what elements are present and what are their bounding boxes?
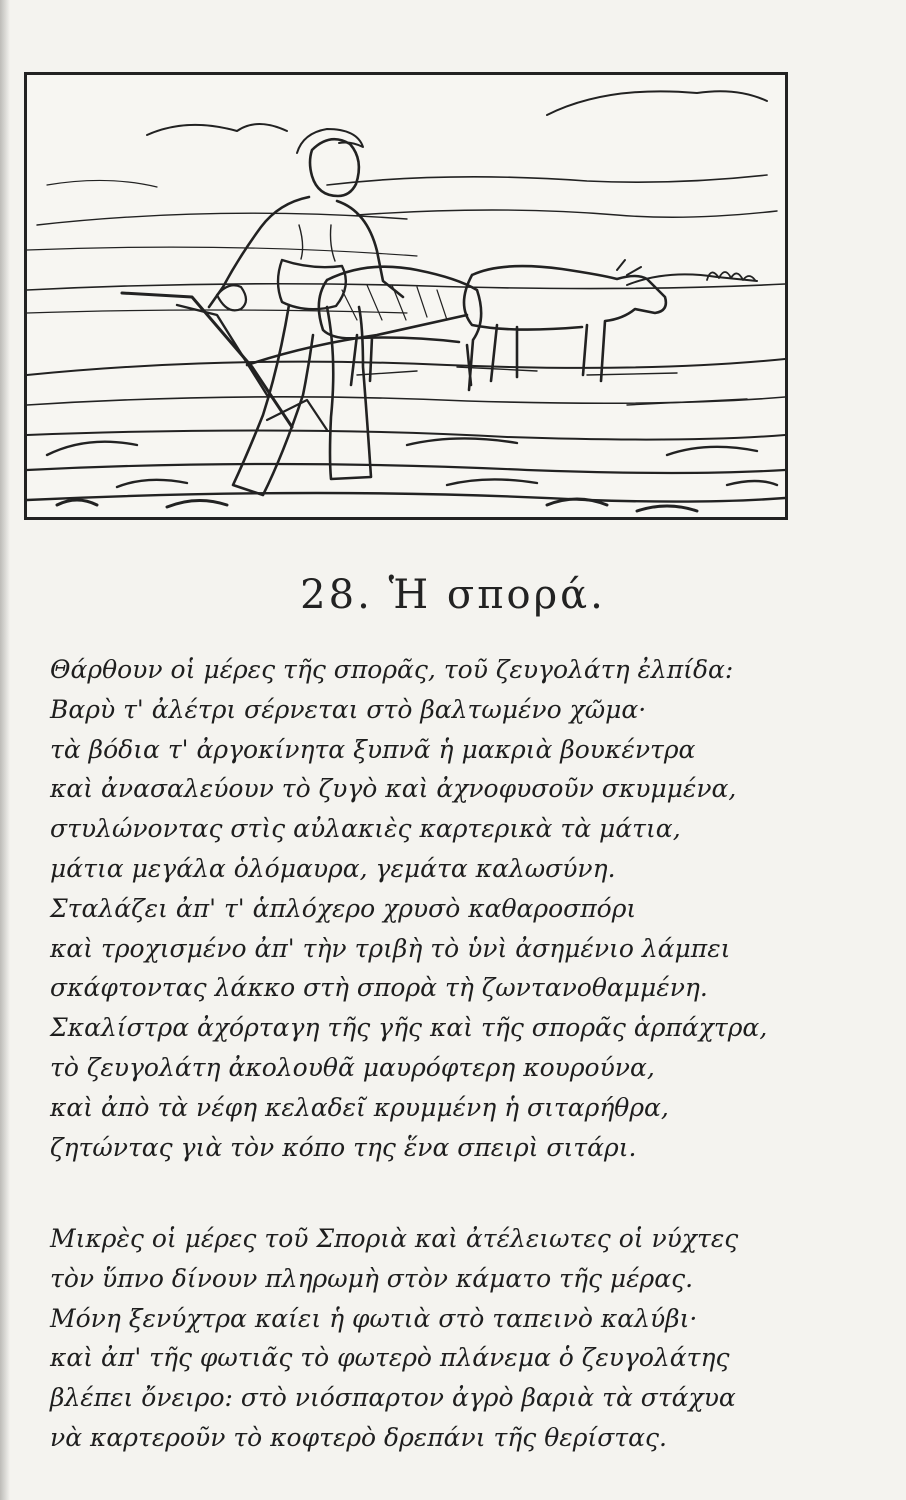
poem-line: νὰ καρτεροῦν τὸ κοφτερὸ δρεπάνι τῆς θερίστας. — [50, 1422, 667, 1452]
poem-line: Βαρὺ τ' ἀλέτρι σέρνεται στὸ βαλτωμένο χῶμα· — [50, 694, 647, 724]
poem-line: καὶ τροχισμένο ἀπ' τὴν τριβὴ τὸ ὑνὶ ἀσημένιο λάμπει — [50, 933, 731, 963]
poem-line: βλέπει ὄνειρο: στὸ νιόσπαρτον ἀγρὸ βαριὰ τὰ στάχυα — [50, 1383, 736, 1413]
poem-line: Μικρὲς οἱ μέρες τοῦ Σποριὰ καὶ ἀτέλειωτες οἱ νύχτες — [50, 1224, 739, 1253]
page-gutter-shadow — [0, 0, 10, 1500]
poem-line: τὰ βόδια τ' ἀργοκίνητα ξυπνᾶ ἡ μακριὰ βουκέντρα — [50, 734, 696, 764]
poem-line: Θάρθουν οἱ μέρες τῆς σπορᾶς, τοῦ ζευγολάτη ἐλπίδα: — [50, 655, 734, 684]
poem-line: Σταλάζει ἀπ' τ' ἁπλόχερο χρυσὸ καθαροσπόρι — [50, 893, 637, 923]
poem-line: ζητώντας γιὰ τὸν κόπο της ἕνα σπειρὶ σιτάρι. — [50, 1132, 637, 1162]
poem-line: καὶ ἀπ' τῆς φωτιᾶς τὸ φωτερὸ πλάνεμα ὁ ζευγολάτης — [50, 1343, 730, 1373]
poem-line: καὶ ἀπὸ τὰ νέφη κελαδεῖ κρυμμένη ἡ σιταρήθρα, — [50, 1092, 669, 1122]
poem-title: 28. Ἡ σπορά. — [300, 572, 606, 618]
poem-line: Μόνη ξενύχτρα καίει ἡ φωτιὰ στὸ ταπεινὸ καλύβι· — [50, 1303, 698, 1333]
poem-line: τὸ ζευγολάτη ἀκολουθᾶ μαυρόφτερη κουρούνα, — [50, 1052, 655, 1082]
poem-line: Σκαλίστρα ἀχόρταγη τῆς γῆς καὶ τῆς σπορᾶς ἁρπάχτρα, — [50, 1013, 768, 1043]
poem-line: τὸν ὕπνο δίνουν πληρωμὴ στὸν κάματο τῆς μέρας. — [50, 1263, 694, 1293]
poem-line: στυλώνοντας στὶς αὐλακιὲς καρτερικὰ τὰ μάτια, — [50, 814, 681, 844]
stanza-2 — [50, 1219, 830, 1458]
ploughman-with-oxen-illustration — [24, 72, 788, 520]
poem-line: καὶ ἀνασαλεύουν τὸ ζυγὸ καὶ ἀχνοφυσοῦν σκυμμένα, — [50, 774, 737, 804]
poem-line: σκάφτοντας λάκκο στὴ σπορὰ τὴ ζωντανοθαμμένη. — [50, 973, 708, 1003]
poem-line: μάτια μεγάλα ὁλόμαυρα, γεμάτα καλωσύνη. — [50, 853, 616, 883]
stanza-1 — [50, 650, 830, 1167]
